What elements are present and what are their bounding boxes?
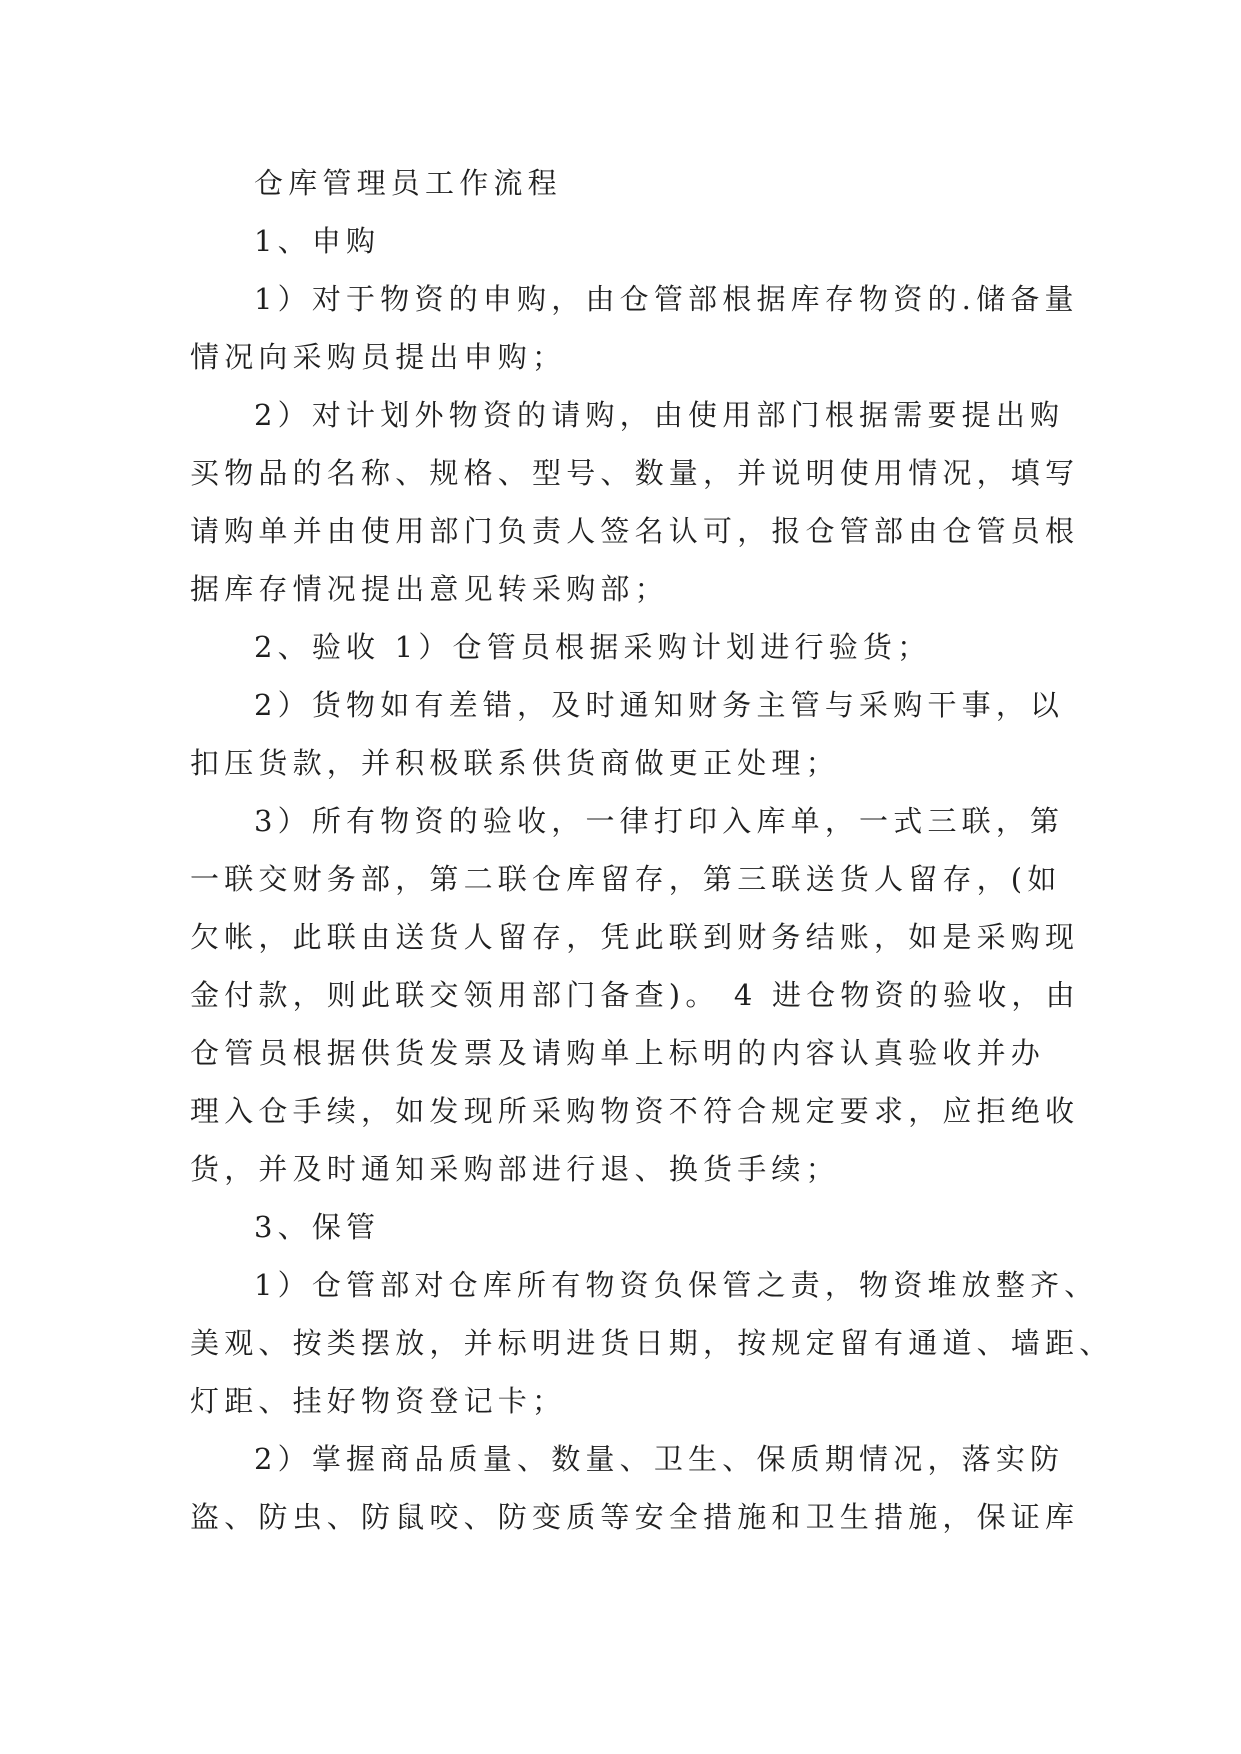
text-line: 2）掌握商品质量、数量、卫生、保质期情况，落实防	[254, 1442, 1065, 1476]
document-body	[190, 154, 1114, 1546]
text-line: 货，并及时通知采购部进行退、换货手续；	[190, 1152, 840, 1186]
text-line: 仓管员根据供货发票及请购单上标明的内容认真验收并办	[190, 1036, 1046, 1070]
text-line: 欠帐，此联由送货人留存，凭此联到财务结账，如是采购现	[190, 920, 1080, 954]
document-title: 仓库管理员工作流程	[254, 166, 562, 200]
text-line: 一联交财务部，第二联仓库留存，第三联送货人留存，(如	[190, 862, 1062, 896]
text-line: 据库存情况提出意见转采购部；	[190, 572, 669, 606]
text-line: 理入仓手续，如发现所采购物资不符合规定要求，应拒绝收	[190, 1094, 1080, 1128]
section-heading-purchase-request: 1、申购	[254, 224, 381, 258]
text-line: 2）货物如有差错，及时通知财务主管与采购干事，以	[254, 688, 1065, 722]
section-heading-inspection: 2、验收 1）仓管员根据采购计划进行验货；	[254, 630, 932, 664]
text-line: 1）仓管部对仓库所有物资负保管之责，物资堆放整齐、	[254, 1268, 1099, 1302]
text-line: 1）对于物资的申购，由仓管部根据库存物资的.储备量	[254, 282, 1079, 316]
section-heading-storage: 3、保管	[254, 1210, 381, 1244]
text-line: 金付款，则此联交领用部门备查)。 4 进仓物资的验收，由	[190, 978, 1080, 1012]
text-line: 美观、按类摆放，并标明进货日期，按规定留有通道、墙距、	[190, 1326, 1114, 1360]
text-line: 2）对计划外物资的请购，由使用部门根据需要提出购	[254, 398, 1065, 432]
text-line: 扣压货款，并积极联系供货商做更正处理；	[190, 746, 840, 780]
text-line: 盗、防虫、防鼠咬、防变质等安全措施和卫生措施，保证库	[190, 1500, 1080, 1534]
text-line: 灯距、挂好物资登记卡；	[190, 1384, 567, 1418]
text-line: 买物品的名称、规格、型号、数量，并说明使用情况，填写	[190, 456, 1080, 490]
text-line: 请购单并由使用部门负责人签名认可，报仓管部由仓管员根	[190, 514, 1080, 548]
text-line: 3）所有物资的验收，一律打印入库单，一式三联，第	[254, 804, 1065, 838]
text-line: 情况向采购员提出申购；	[190, 340, 567, 374]
